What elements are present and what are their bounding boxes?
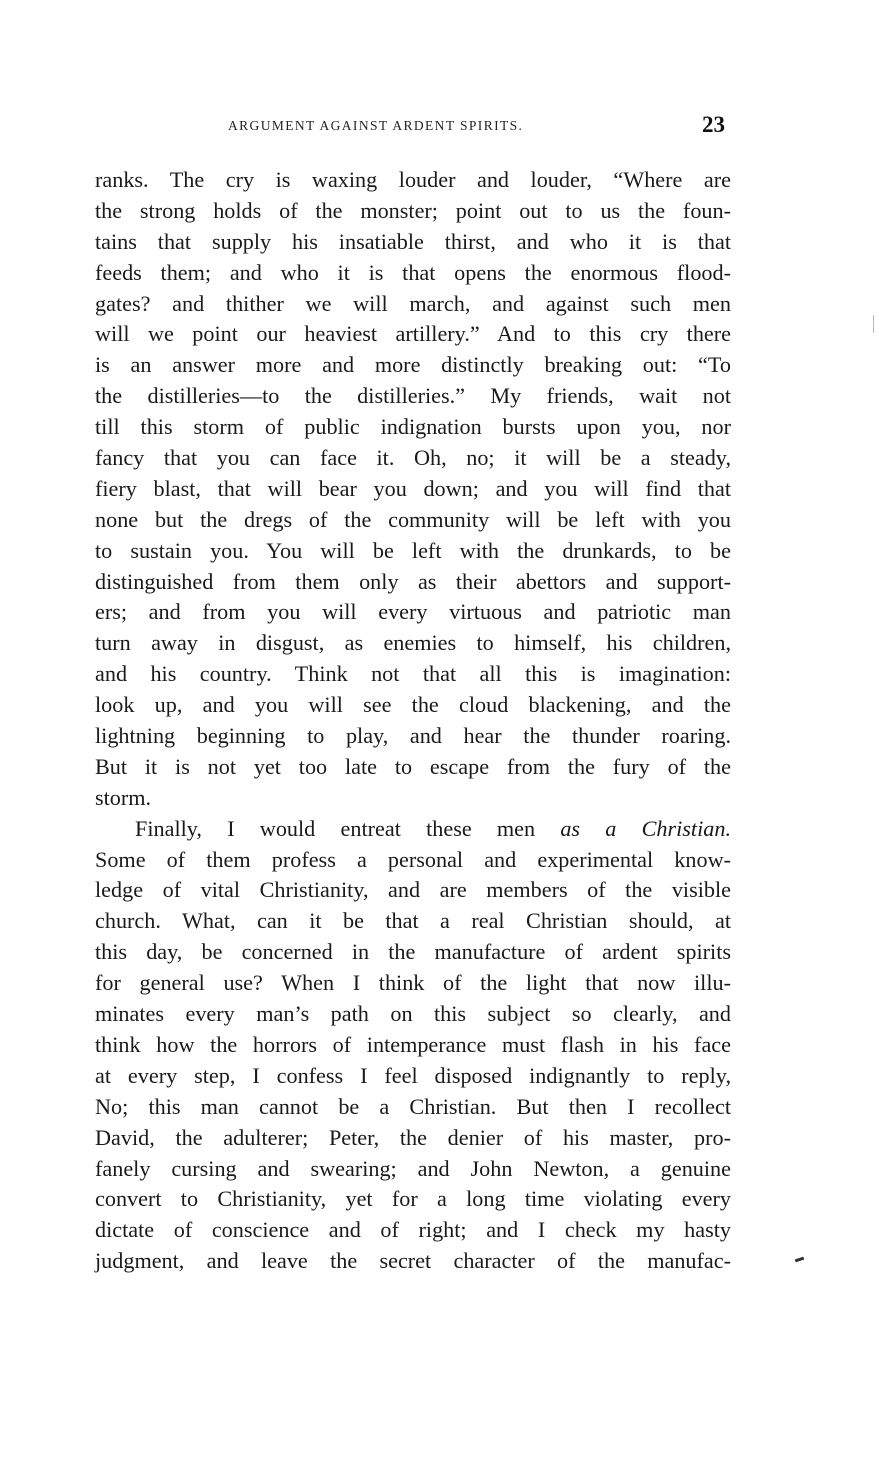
text-line: dictate of conscience and of right; and I check my hasty: [95, 1217, 731, 1243]
text-line: to sustain you. You will be left with the drunkards, to be: [95, 537, 731, 563]
text-line: convert to Christianity, yet for a long time violating every: [95, 1186, 731, 1212]
text-line: look up, and you will see the cloud blackening, and the: [95, 692, 731, 718]
text-line: minates every man’s path on this subject so clearly, and: [95, 1001, 731, 1027]
text-line: tains that supply his insatiable thirst, and who it is that: [95, 228, 731, 254]
text-line: fanely cursing and swearing; and John Newton, a genuine: [95, 1155, 731, 1181]
text-line: lightning beginning to play, and hear the thunder roaring.: [95, 723, 731, 749]
text-line: will we point our heaviest artillery.” And to this cry there: [95, 321, 731, 347]
text-line: at every step, I confess I feel disposed indignantly to reply,: [95, 1062, 731, 1088]
text-line: the strong holds of the monster; point out to us the foun-: [95, 197, 731, 223]
paragraph-opening-text: Finally, I would entreat these men: [135, 815, 561, 841]
text-line: this day, be concerned in the manufacture of ardent spirits: [95, 939, 731, 965]
text-line: Some of them profess a personal and experimental know-: [95, 846, 731, 872]
body-text: [95, 165, 731, 1277]
text-line: for general use? When I think of the light that now illu-: [95, 970, 731, 996]
text-line: distinguished from them only as their abettors and support-: [95, 568, 731, 594]
text-line: feeds them; and who it is that opens the enormous flood-: [95, 259, 731, 285]
text-line: David, the adulterer; Peter, the denier of his master, pro-: [95, 1124, 731, 1150]
text-line: ers; and from you will every virtuous and patriotic man: [95, 599, 731, 625]
text-line: church. What, can it be that a real Christian should, at: [95, 908, 731, 934]
paragraph-opening-line: [95, 814, 731, 845]
text-line: think how the horrors of intemperance must flash in his face: [95, 1031, 731, 1057]
text-line: and his country. Think not that all this is imagination:: [95, 661, 731, 687]
margin-ink-mark: [795, 1257, 804, 1263]
text-line: gates? and thither we will march, and against such men: [95, 290, 731, 316]
text-line: No; this man cannot be a Christian. But then I recollect: [95, 1093, 731, 1119]
text-line: fiery blast, that will bear you down; and you will find that: [95, 475, 731, 501]
margin-speck: [873, 315, 874, 333]
text-line: till this storm of public indignation bursts upon you, nor: [95, 414, 731, 440]
page-number: 23: [702, 112, 725, 137]
text-line: the distilleries—to the distilleries.” My friends, wait not: [95, 383, 731, 409]
text-line: fancy that you can face it. Oh, no; it will be a steady,: [95, 445, 731, 471]
running-title: ARGUMENT AGAINST ARDENT SPIRITS.: [228, 118, 524, 133]
text-line: turn away in disgust, as enemies to himself, his children,: [95, 630, 731, 656]
text-line: ledge of vital Christianity, and are members of the visible: [95, 877, 731, 903]
text-line: none but the dregs of the community will be left with you: [95, 506, 731, 532]
text-line: But it is not yet too late to escape from the fury of the: [95, 753, 731, 779]
emphasized-phrase: as a Christian.: [560, 815, 731, 841]
text-line: storm.: [95, 784, 152, 810]
text-line: ranks. The cry is waxing louder and louder, “Where are: [95, 167, 731, 192]
text-line: is an answer more and more distinctly breaking out: “To: [95, 352, 731, 378]
text-line: judgment, and leave the secret character of the manufac-: [95, 1248, 731, 1274]
